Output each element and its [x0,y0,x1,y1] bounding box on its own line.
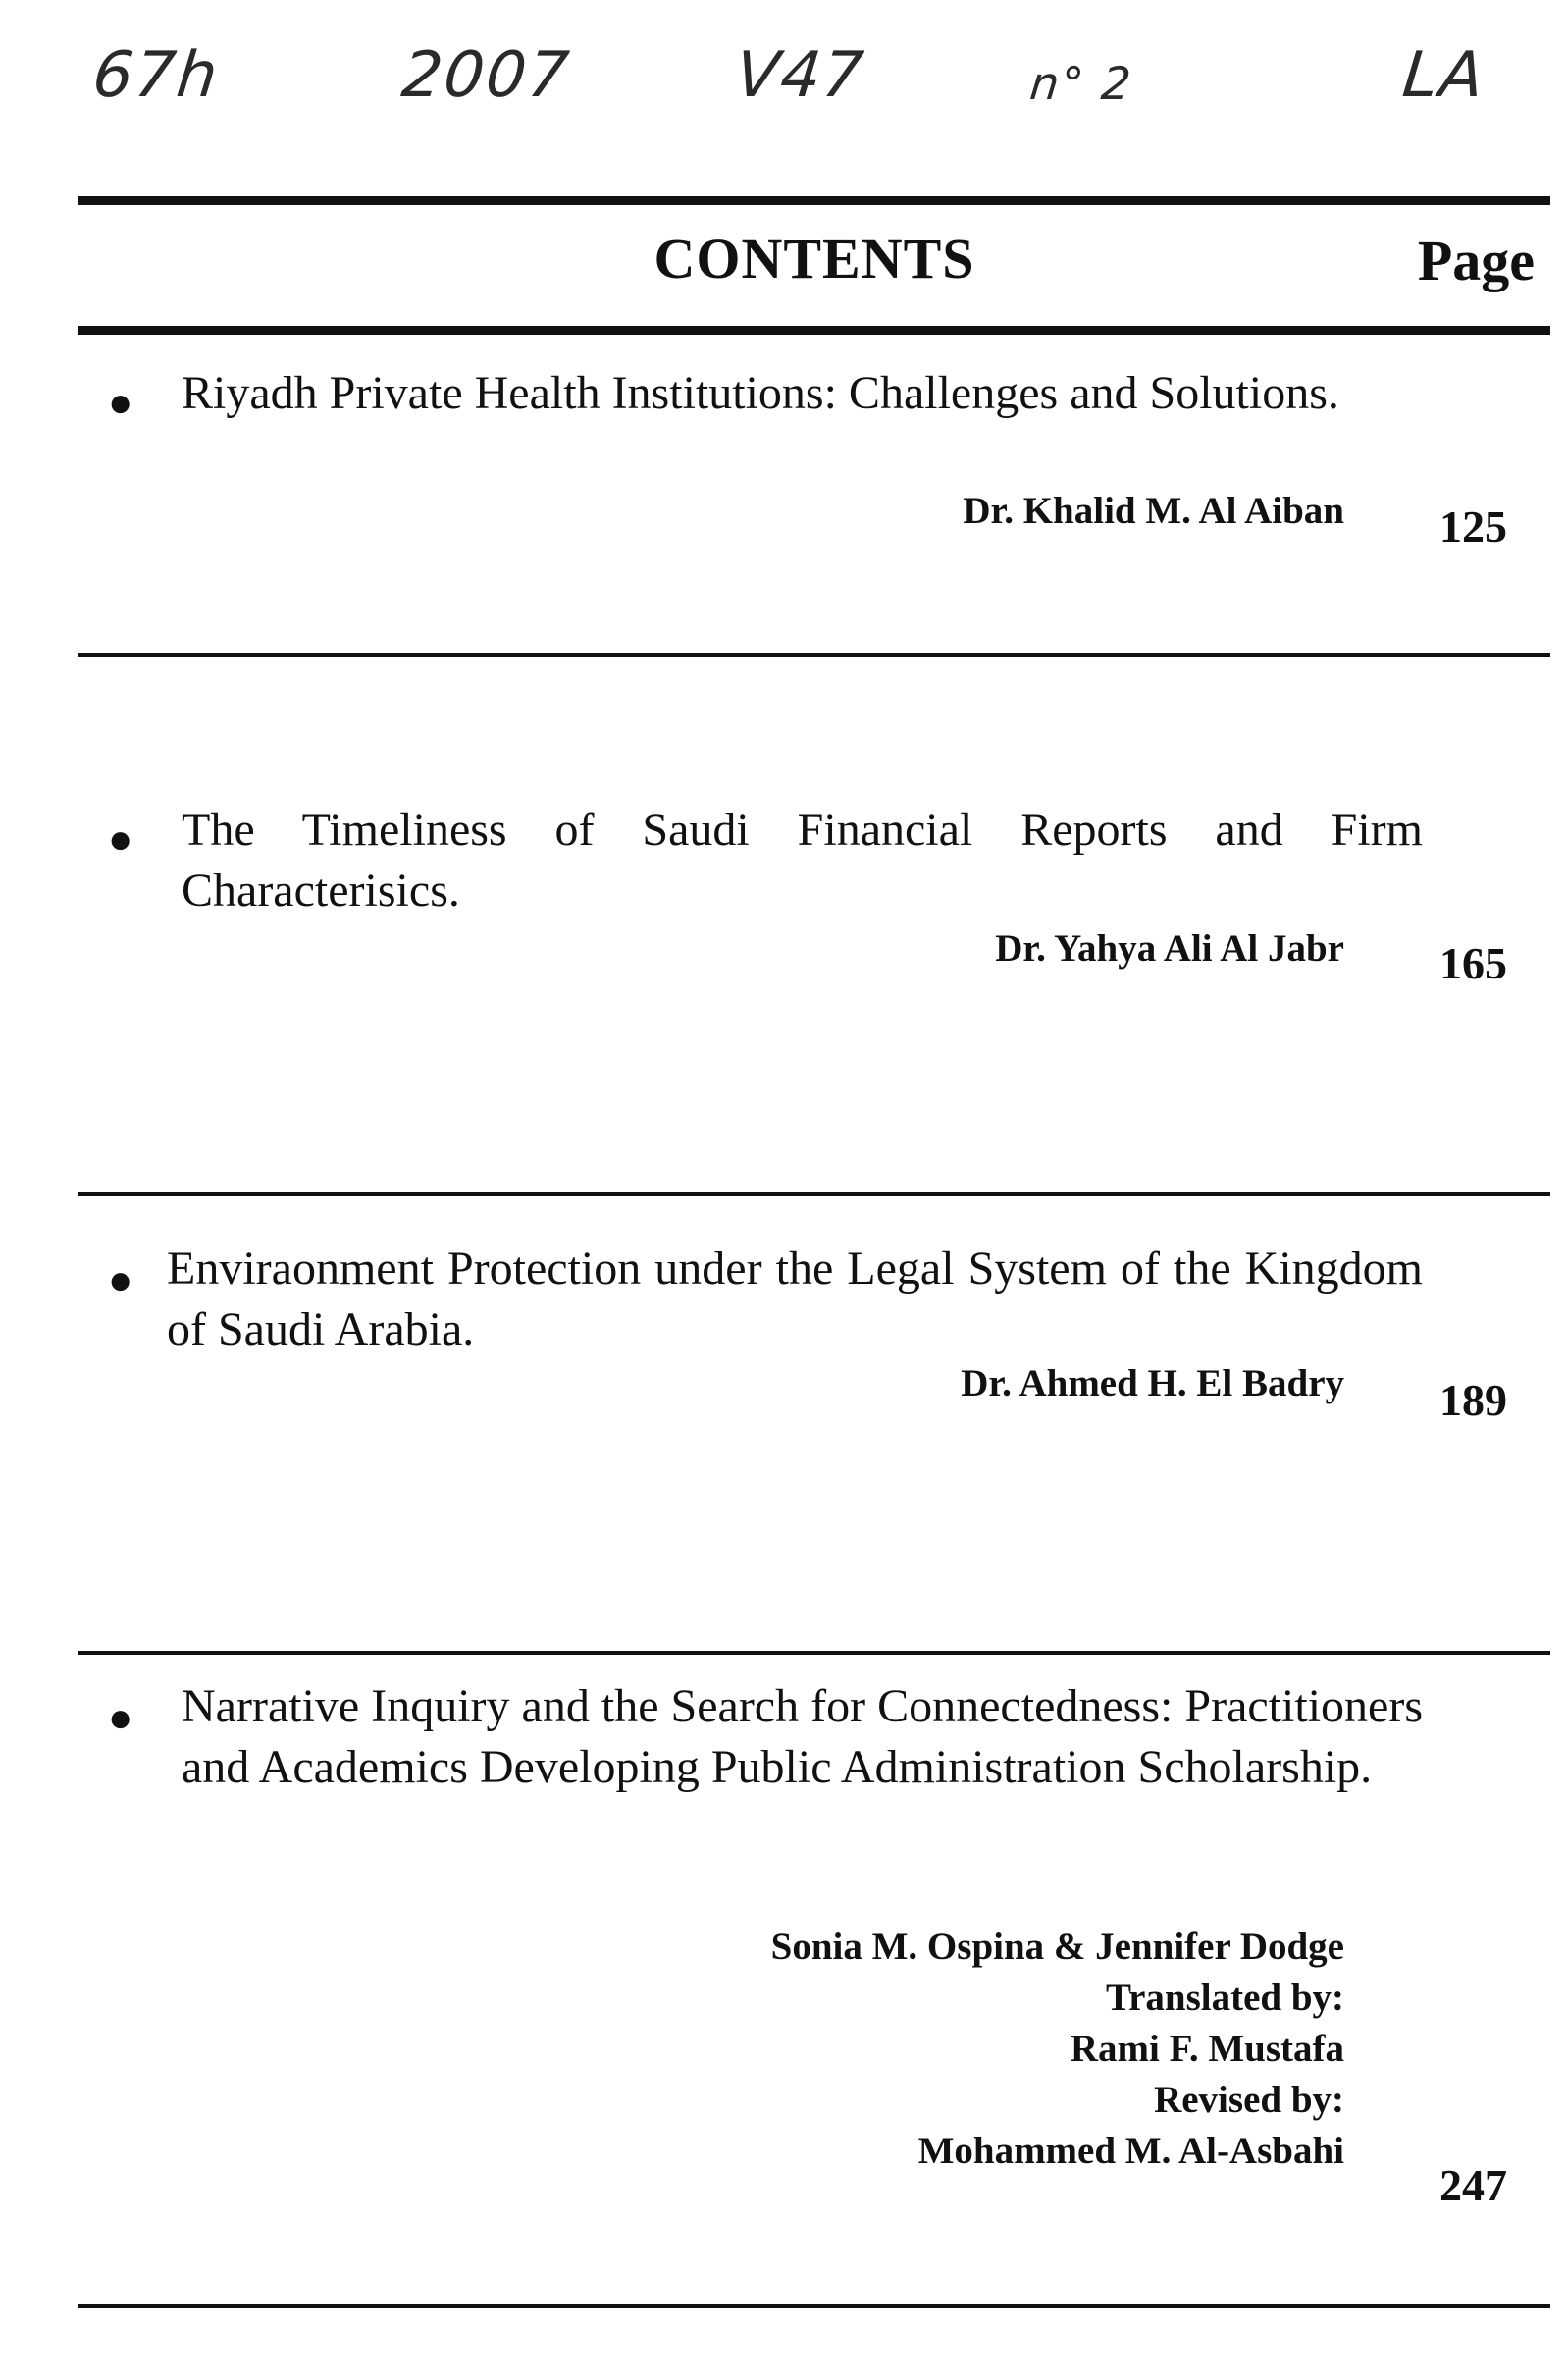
top-rule [78,196,1550,205]
handwritten-annotations [78,39,1531,157]
entry-page-number[interactable]: 247 [1439,2160,1507,2210]
handwritten-note: LA [1399,39,1489,112]
entry-authors [963,486,1344,537]
entry-divider [78,1192,1550,1196]
header-rule [78,326,1550,335]
entry-divider [78,1651,1550,1655]
entry-authors [961,1358,1344,1409]
reviser-name: Mohammed M. Al-Asbahi [917,2130,1344,2172]
author-line: Sonia M. Ospina & Jennifer Dodge [770,1926,1344,1968]
handwritten-note: 2007 [398,39,574,112]
toc-entry[interactable] [78,363,1550,667]
toc-entry[interactable] [78,1676,1550,2324]
entry-page-number[interactable]: 125 [1439,502,1507,552]
entry-page-number[interactable]: 189 [1439,1375,1507,1425]
entry-title[interactable]: Riyadh Private Health Institutions: Challenges and Solutions. [182,367,1339,419]
author-line: Dr. Khalid M. Al Aiban [963,490,1344,532]
toc-entry[interactable] [78,800,1550,1212]
revised-by-label: Revised by: [1154,2079,1344,2121]
bullet-icon: ● [108,1258,133,1303]
entry-title[interactable]: Enviraonment Protection under the Legal System of the Kingdom of Saudi Arabia. [167,1243,1423,1355]
translator-name: Rami F. Mustafa [1070,2028,1344,2070]
page-column-label: Page [1417,229,1535,292]
page-title: CONTENTS [653,227,975,291]
entry-divider [78,2304,1550,2308]
author-line: Dr. Yahya Ali Al Jabr [995,927,1344,970]
entry-divider [78,653,1550,657]
entry-authors [771,1922,1344,2177]
translated-by-label: Translated by: [1105,1977,1344,2019]
bullet-icon: ● [108,818,133,863]
handwritten-note: 67h [89,39,223,112]
entry-title[interactable]: Narrative Inquiry and the Search for Connectedness: Practitioners and Academics Developing Public Administration Scholarship. [182,1680,1423,1793]
handwritten-note: n° 2 [1027,57,1135,110]
toc-entry[interactable] [78,1239,1550,1670]
bullet-icon: ● [108,1696,133,1741]
bullet-icon: ● [108,381,133,426]
entry-title[interactable]: The Timeliness of Saudi Financial Reports and Firm Characterisics. [182,804,1423,917]
entry-authors [995,924,1344,975]
handwritten-note: V47 [732,39,869,112]
entry-page-number[interactable]: 165 [1439,938,1507,988]
author-line: Dr. Ahmed H. El Badry [961,1362,1344,1404]
